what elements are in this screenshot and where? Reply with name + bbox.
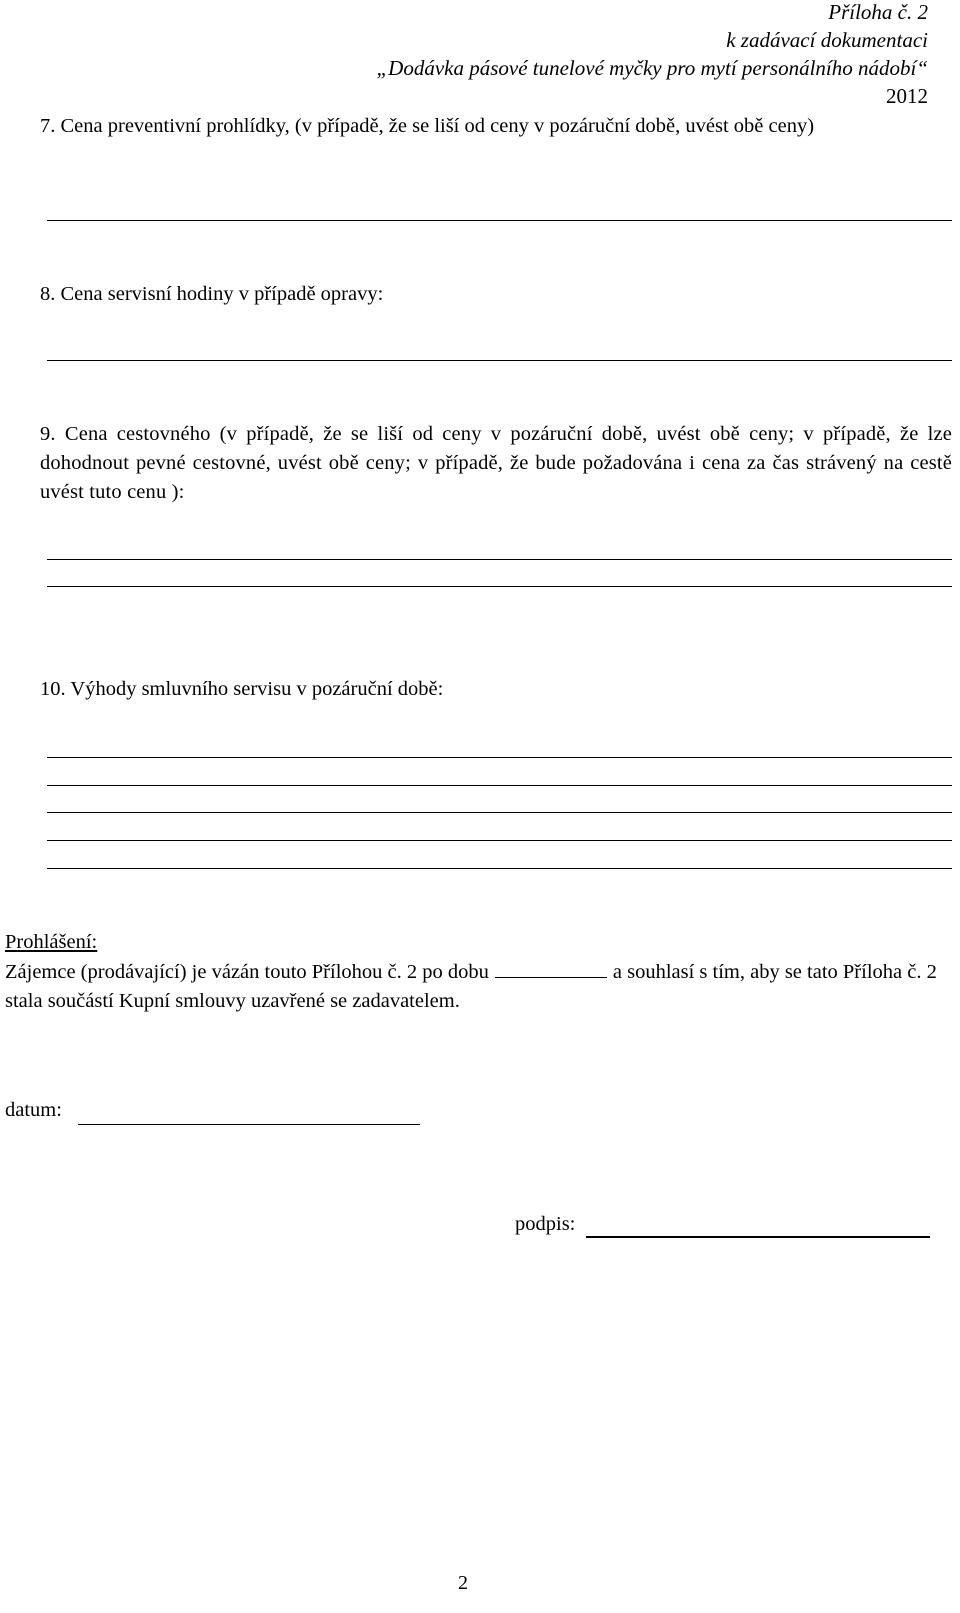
- page-number: 2: [458, 1572, 468, 1594]
- question-10-block: [40, 675, 952, 704]
- question-7-text: Cena preventivní prohlídky, (v případě, že se liší od ceny v pozáruční době, uvést obě ceny): [60, 115, 815, 137]
- duration-blank-field[interactable]: [495, 957, 607, 978]
- declaration-body: [5, 957, 955, 1016]
- date-label: datum:: [5, 1099, 62, 1121]
- answer-line-q10-2[interactable]: [47, 785, 952, 786]
- answer-line-q10-3[interactable]: [47, 812, 952, 813]
- question-10-text: Výhody smluvního servisu v pozáruční době:: [70, 678, 444, 700]
- question-9-text: Cena cestovného (v případě, že se liší od ceny v pozáruční době, uvést obě ceny; v případě, že lze dohodnout pevné cestovné, uvést obě ceny; v případě, že bude požadována i cena za čas strávený na cestě uvést tuto cenu ):: [40, 423, 952, 503]
- signature-label: podpis:: [515, 1213, 576, 1235]
- declaration-text-part2: a souhlasí s tím, aby se tato Příloha č. 2 stala součástí Kupní smlouvy uzavřené se zadavatelem.: [5, 961, 937, 1012]
- question-9-block: [40, 420, 952, 507]
- question-8-block: [40, 280, 952, 309]
- answer-line-q9-2[interactable]: [47, 586, 952, 587]
- header-contract-title: „Dodávka pásové tunelové myčky pro mytí personálního nádobí“: [376, 56, 928, 80]
- answer-line-q10-4[interactable]: [47, 840, 952, 841]
- date-field[interactable]: [78, 1124, 420, 1125]
- header-tender-doc-label: k zadávací dokumentaci: [726, 28, 928, 52]
- question-7-block: [40, 112, 952, 141]
- answer-line-q10-5[interactable]: [47, 868, 952, 869]
- declaration-text-part1: Zájemce (prodávající) je vázán touto Přílohou č. 2 po dobu: [5, 961, 489, 983]
- declaration-heading: Prohlášení:: [5, 931, 98, 953]
- question-8-number: 8.: [40, 283, 56, 305]
- signature-field[interactable]: [586, 1236, 930, 1238]
- answer-line-q9-1[interactable]: [47, 559, 952, 560]
- header-year: 2012: [886, 84, 928, 108]
- answer-line-q10-1[interactable]: [47, 757, 952, 758]
- question-9-number: 9.: [40, 423, 56, 445]
- question-10-number: 10.: [40, 678, 66, 700]
- answer-line-q7[interactable]: [47, 220, 952, 221]
- question-7-number: 7.: [40, 115, 56, 137]
- declaration-section: [5, 928, 955, 1016]
- answer-line-q8[interactable]: [47, 360, 952, 361]
- header-attachment-label: Příloha č. 2: [828, 0, 928, 24]
- question-8-text: Cena servisní hodiny v případě opravy:: [60, 283, 384, 305]
